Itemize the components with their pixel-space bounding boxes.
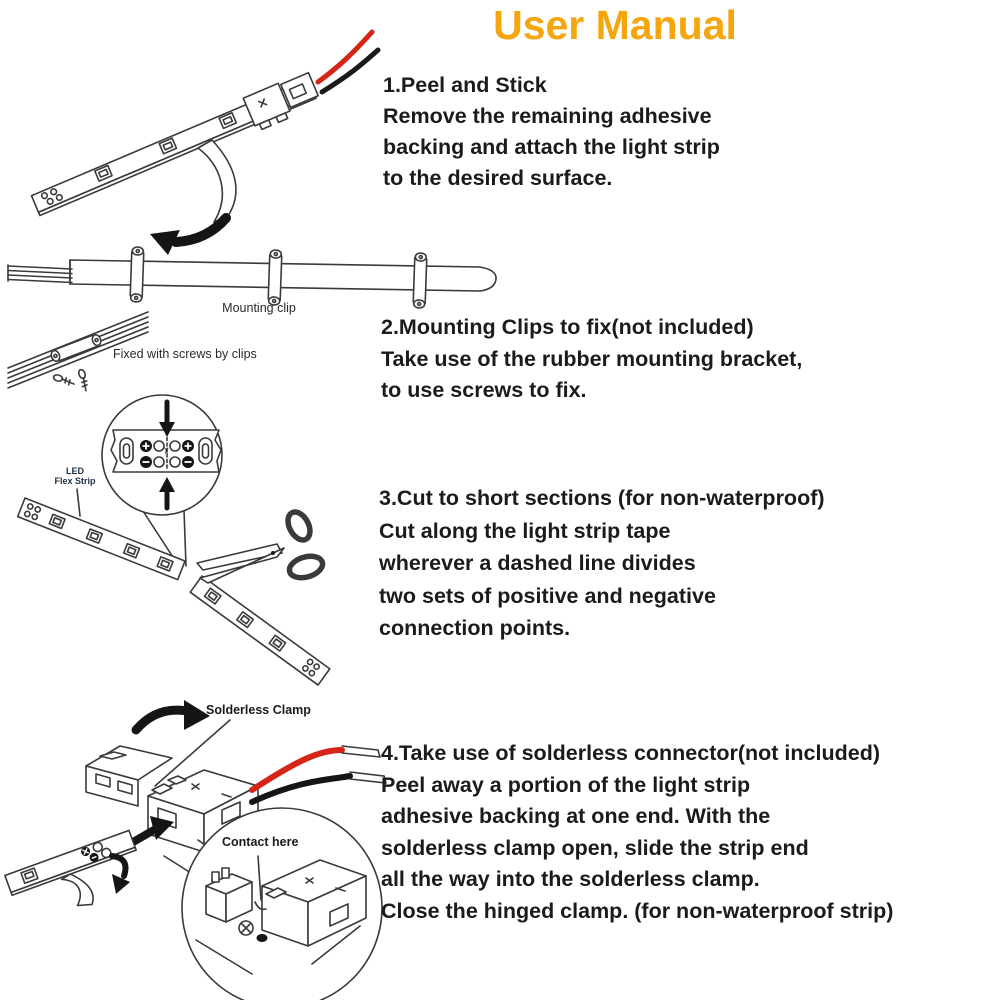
step-4-line: solderless clamp open, slide the strip end [381,835,809,860]
solderless-clamp-label: Solderless Clamp [206,703,311,717]
step-1-line: backing and attach the light strip [383,135,720,159]
mounting-clip [268,250,282,305]
step-4-line: all the way into the solderless clamp. [381,867,760,891]
step-4-line: Close the hinged clamp. (for non-waterproof strip) [381,898,894,923]
mounting-clip [130,247,144,302]
close-clamp-arrow [136,700,210,730]
scissors [197,508,325,583]
light-strip [29,71,322,223]
contact-here-label: Contact here [222,835,299,849]
step-2-line: Take use of the rubber mounting bracket, [381,346,803,371]
step-4-line: Peel away a portion of the light strip [381,772,751,797]
page-title: User Manual [493,2,737,48]
led-flex-strip-label: Flex Strip [54,476,96,486]
connector-wires [318,32,378,92]
screw [53,374,76,386]
step-1-line: to the desired surface. [383,166,613,190]
step-3-text [379,482,825,645]
step-2-heading: 2.Mounting Clips to fix(not included) [381,315,754,339]
led-flex-strip-label: LED [66,466,84,476]
step-4-heading: 4.Take use of solderless connector(not included) [381,741,880,765]
step-3-line: wherever a dashed line divides [379,551,696,575]
solderless-connector-diagram [0,688,400,1000]
step-2-line: to use screws to fix. [381,378,587,402]
step-3-line: two sets of positive and negative [379,583,716,608]
step-1-heading: 1.Peel and Stick [383,73,547,97]
step-4-line: adhesive backing at one end. With the [381,804,771,828]
step-3-line: Cut along the light strip tape [379,518,671,543]
step-4-text [381,738,893,927]
clamp-wires [252,746,386,802]
step-3-line: connection points. [379,616,571,640]
mounting-clip-label: Mounting clip [222,301,296,315]
step-2-text [381,312,802,407]
screw-fix-label: Fixed with screws by clips [113,347,257,361]
step-3-heading: 3.Cut to short sections (for non-waterproof) [379,486,825,510]
strip-segment-lower [190,576,330,685]
mounting-clip [413,253,427,308]
step-1-line: Remove the remaining adhesive [383,104,712,128]
small-peel-arrow [112,856,130,894]
step-1-text [383,70,720,194]
cut-sections-diagram [0,386,380,686]
peel-and-stick-diagram [0,8,380,243]
scissors-mini-glyph: ✂ [161,447,171,455]
adhesive-backing-flap [198,140,236,222]
strip-end [5,830,149,929]
